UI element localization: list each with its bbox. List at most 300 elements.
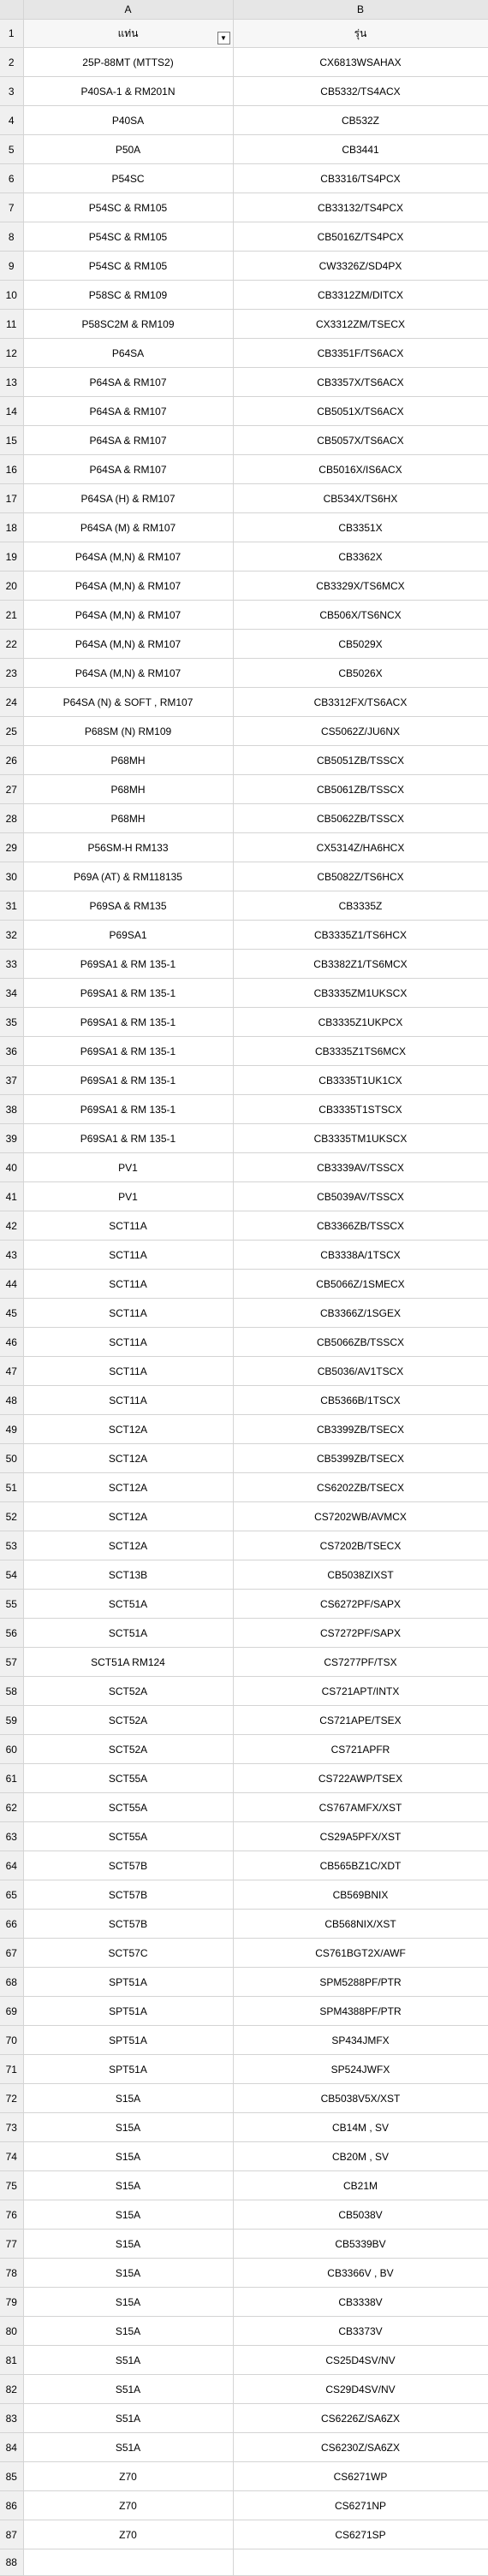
row-header[interactable]: 6 (0, 164, 23, 193)
cell-model[interactable]: CX5314Z/HA6HCX (233, 833, 488, 862)
cell-model[interactable]: CB565BZ1C/XDT (233, 1851, 488, 1880)
row-header[interactable]: 51 (0, 1473, 23, 1502)
cell-platform[interactable]: S51A (23, 2404, 233, 2433)
cell-platform[interactable]: S15A (23, 2171, 233, 2200)
table-row (0, 2549, 488, 2576)
cell-platform[interactable]: P69SA1 & RM 135-1 (23, 1124, 233, 1153)
cell-model[interactable]: CS25D4SV/NV (233, 2346, 488, 2375)
row-header[interactable]: 32 (0, 921, 23, 950)
cell-platform[interactable]: SCT12A (23, 1502, 233, 1531)
row-header[interactable]: 75 (0, 2171, 23, 2200)
cell-model[interactable]: CB3339AV/TSSCX (233, 1153, 488, 1182)
cell-platform[interactable]: P69SA1 & RM 135-1 (23, 1066, 233, 1095)
dropdown-arrow-icon[interactable]: ▼ (217, 32, 230, 44)
row-header[interactable]: 85 (0, 2462, 23, 2491)
cell-platform[interactable]: P64SA (M,N) & RM107 (23, 630, 233, 659)
row-header[interactable]: 83 (0, 2404, 23, 2433)
cell-platform[interactable]: SCT51A (23, 1590, 233, 1619)
cell-platform[interactable]: S51A (23, 2346, 233, 2375)
row-header[interactable]: 77 (0, 2230, 23, 2259)
cell-model[interactable]: CS767AMFX/XST (233, 1793, 488, 1822)
cell-platform[interactable]: SCT11A (23, 1357, 233, 1386)
cell-platform[interactable]: PV1 (23, 1153, 233, 1182)
row-header[interactable]: 48 (0, 1386, 23, 1415)
cell-model[interactable]: CB5399ZB/TSECX (233, 1444, 488, 1473)
cell-platform[interactable]: S15A (23, 2317, 233, 2346)
cell-model[interactable]: CX6813WSAHAX (233, 48, 488, 77)
cell-platform[interactable]: SCT11A (23, 1328, 233, 1357)
cell-platform[interactable]: P54SC (23, 164, 233, 193)
table-row (0, 1008, 488, 1037)
row-header[interactable]: 25 (0, 717, 23, 746)
cell-model[interactable]: CS7272PF/SAPX (233, 1619, 488, 1648)
cell-platform[interactable]: S15A (23, 2288, 233, 2317)
cell-platform[interactable]: P64SA (H) & RM107 (23, 484, 233, 513)
row-header[interactable]: 9 (0, 252, 23, 281)
cell-platform[interactable]: SPT51A (23, 1997, 233, 2026)
row-header[interactable]: 74 (0, 2142, 23, 2171)
row-header[interactable]: 49 (0, 1415, 23, 1444)
cell-platform[interactable]: S15A (23, 2142, 233, 2171)
row-header[interactable]: 22 (0, 630, 23, 659)
row-header[interactable]: 47 (0, 1357, 23, 1386)
row-header[interactable]: 15 (0, 426, 23, 455)
cell-platform[interactable]: P64SA (M) & RM107 (23, 513, 233, 542)
cell-platform[interactable]: P68MH (23, 775, 233, 804)
cell-model[interactable]: CB5016X/IS6ACX (233, 455, 488, 484)
cell-platform[interactable]: P69A (AT) & RM118135 (23, 862, 233, 891)
table-row (0, 2084, 488, 2113)
header-label: รุ่น (354, 27, 367, 39)
cell-model[interactable]: CB3441 (233, 135, 488, 164)
row-header[interactable]: 17 (0, 484, 23, 513)
row-header[interactable]: 12 (0, 339, 23, 368)
cell-model[interactable]: CB5066Z/1SMECX (233, 1270, 488, 1299)
cell-platform[interactable] (23, 2549, 233, 2576)
row-header[interactable]: 4 (0, 106, 23, 135)
row-header[interactable]: 24 (0, 688, 23, 717)
cell-platform[interactable]: SCT12A (23, 1444, 233, 1473)
row-header[interactable]: 5 (0, 135, 23, 164)
cell-model[interactable]: CB532Z (233, 106, 488, 135)
cell-platform[interactable]: P69SA1 & RM 135-1 (23, 1008, 233, 1037)
cell-platform[interactable]: P64SA (M,N) & RM107 (23, 571, 233, 601)
row-header[interactable]: 72 (0, 2084, 23, 2113)
table-row (0, 1037, 488, 1066)
cell-platform[interactable]: P64SA (M,N) & RM107 (23, 601, 233, 630)
table-row (0, 1939, 488, 1968)
cell-model[interactable]: CS721APE/TSEX (233, 1706, 488, 1735)
cell-model[interactable]: CB3335Z (233, 891, 488, 921)
cell-platform[interactable]: P64SA & RM107 (23, 397, 233, 426)
cell-model[interactable]: CB5062ZB/TSSCX (233, 804, 488, 833)
row-header[interactable]: 8 (0, 222, 23, 252)
cell-model[interactable]: CB5038V5X/XST (233, 2084, 488, 2113)
cell-model[interactable]: CS5062Z/JU6NX (233, 717, 488, 746)
row-header[interactable]: 10 (0, 281, 23, 310)
row-header[interactable]: 61 (0, 1764, 23, 1793)
cell-model[interactable]: CB3335Z1TS6MCX (233, 1037, 488, 1066)
column-header-b[interactable]: B (233, 0, 488, 20)
table-row (0, 281, 488, 310)
cell-platform[interactable]: SCT57B (23, 1910, 233, 1939)
cell-platform[interactable]: P40SA (23, 106, 233, 135)
table-row (0, 1706, 488, 1735)
row-header[interactable]: 18 (0, 513, 23, 542)
row-header[interactable]: 50 (0, 1444, 23, 1473)
cell-model[interactable]: CB5332/TS4ACX (233, 77, 488, 106)
row-header[interactable]: 35 (0, 1008, 23, 1037)
row-header[interactable]: 66 (0, 1910, 23, 1939)
cell-model[interactable]: CB5061ZB/TSSCX (233, 775, 488, 804)
cell-model[interactable]: CB3366V , BV (233, 2259, 488, 2288)
row-header[interactable]: 26 (0, 746, 23, 775)
row-header[interactable]: 60 (0, 1735, 23, 1764)
cell-model[interactable]: CB5038V (233, 2200, 488, 2230)
row-header[interactable]: 71 (0, 2055, 23, 2084)
cell-model[interactable]: CB5036/AV1TSCX (233, 1357, 488, 1386)
cell-model[interactable]: CS7202WB/AVMCX (233, 1502, 488, 1531)
cell-model[interactable]: CS6271WP (233, 2462, 488, 2491)
cell-model[interactable]: CB5051X/TS6ACX (233, 397, 488, 426)
cell-platform[interactable]: P69SA & RM135 (23, 891, 233, 921)
row-header[interactable]: 84 (0, 2433, 23, 2462)
cell-platform[interactable]: SCT51A (23, 1619, 233, 1648)
cell-model[interactable]: CS7202B/TSECX (233, 1531, 488, 1560)
cell-platform[interactable]: P69SA1 & RM 135-1 (23, 950, 233, 979)
cell-platform[interactable]: P68SM (N) RM109 (23, 717, 233, 746)
cell-model[interactable]: CS7277PF/TSX (233, 1648, 488, 1677)
table-row (0, 1677, 488, 1706)
row-header[interactable]: 31 (0, 891, 23, 921)
cell-model[interactable]: CB3335T1UK1CX (233, 1066, 488, 1095)
row-header[interactable]: 11 (0, 310, 23, 339)
cell-model[interactable]: CB3382Z1/TS6MCX (233, 950, 488, 979)
cell-model[interactable]: CB3399ZB/TSECX (233, 1415, 488, 1444)
table-row (0, 48, 488, 77)
cell-platform[interactable]: P64SA (23, 339, 233, 368)
cell-model[interactable]: CB3362X (233, 542, 488, 571)
row-header[interactable]: 46 (0, 1328, 23, 1357)
cell-platform[interactable]: P54SC & RM105 (23, 222, 233, 252)
row-header[interactable]: 56 (0, 1619, 23, 1648)
cell-model[interactable]: CS721APFR (233, 1735, 488, 1764)
cell-model[interactable]: CB3351X (233, 513, 488, 542)
cell-platform[interactable]: Z70 (23, 2520, 233, 2549)
row-header[interactable]: 19 (0, 542, 23, 571)
cell-platform[interactable]: P69SA1 & RM 135-1 (23, 1037, 233, 1066)
cell-model[interactable]: CS6271SP (233, 2520, 488, 2549)
cell-model[interactable]: CB33132/TS4PCX (233, 193, 488, 222)
row-header[interactable]: 65 (0, 1880, 23, 1910)
cell-platform[interactable]: SPT51A (23, 1968, 233, 1997)
cell-model[interactable]: CS722AWP/TSEX (233, 1764, 488, 1793)
row-header[interactable]: 42 (0, 1211, 23, 1241)
cell-platform[interactable]: P68MH (23, 746, 233, 775)
row-header[interactable]: 55 (0, 1590, 23, 1619)
row-header[interactable]: 36 (0, 1037, 23, 1066)
cell-model[interactable]: CB5051ZB/TSSCX (233, 746, 488, 775)
cell-platform[interactable]: SCT57B (23, 1851, 233, 1880)
row-header[interactable]: 58 (0, 1677, 23, 1706)
cell-model[interactable]: CB3335Z1/TS6HCX (233, 921, 488, 950)
cell-model[interactable]: CS6272PF/SAPX (233, 1590, 488, 1619)
row-header[interactable]: 88 (0, 2549, 23, 2576)
row-header[interactable]: 3 (0, 77, 23, 106)
table-row (0, 2317, 488, 2346)
cell-platform[interactable]: P64SA (M,N) & RM107 (23, 659, 233, 688)
row-header[interactable]: 62 (0, 1793, 23, 1822)
cell-model[interactable]: CB506X/TS6NCX (233, 601, 488, 630)
cell-model[interactable]: CB5026X (233, 659, 488, 688)
table-row (0, 484, 488, 513)
column-header-a[interactable]: A (23, 0, 233, 20)
cell-platform[interactable]: PV1 (23, 1182, 233, 1211)
table-row (0, 2433, 488, 2462)
cell-model[interactable]: CB21M (233, 2171, 488, 2200)
row-header[interactable]: 1 (0, 20, 23, 48)
cell-platform[interactable]: S51A (23, 2433, 233, 2462)
cell-platform[interactable]: P54SC & RM105 (23, 252, 233, 281)
cell-model[interactable]: CB3357X/TS6ACX (233, 368, 488, 397)
row-header[interactable]: 57 (0, 1648, 23, 1677)
row-header[interactable]: 16 (0, 455, 23, 484)
cell-platform[interactable]: P64SA & RM107 (23, 455, 233, 484)
cell-platform[interactable]: P69SA1 & RM 135-1 (23, 1095, 233, 1124)
row-header[interactable]: 82 (0, 2375, 23, 2404)
cell-platform[interactable]: P68MH (23, 804, 233, 833)
cell-model[interactable]: CB3373V (233, 2317, 488, 2346)
table-row (0, 1648, 488, 1677)
table-row (0, 775, 488, 804)
cell-platform[interactable]: SCT55A (23, 1764, 233, 1793)
row-header[interactable]: 23 (0, 659, 23, 688)
row-header[interactable]: 54 (0, 1560, 23, 1590)
row-header[interactable]: 30 (0, 862, 23, 891)
cell-model[interactable]: CB20M , SV (233, 2142, 488, 2171)
cell-model[interactable]: CB3335ZM1UKSCX (233, 979, 488, 1008)
cell-platform[interactable]: SCT12A (23, 1531, 233, 1560)
cell-model[interactable]: CS6202ZB/TSECX (233, 1473, 488, 1502)
cell-platform[interactable]: S15A (23, 2259, 233, 2288)
cell-platform[interactable]: P64SA (N) & SOFT , RM107 (23, 688, 233, 717)
cell-platform[interactable]: P58SC & RM109 (23, 281, 233, 310)
row-header[interactable]: 76 (0, 2200, 23, 2230)
cell-model[interactable]: CB568NIX/XST (233, 1910, 488, 1939)
cell-model[interactable]: CB5082Z/TS6HCX (233, 862, 488, 891)
cell-model[interactable]: CS29D4SV/NV (233, 2375, 488, 2404)
cell-platform[interactable]: Z70 (23, 2491, 233, 2520)
row-header[interactable]: 20 (0, 571, 23, 601)
cell-platform[interactable]: SCT52A (23, 1677, 233, 1706)
cell-model[interactable]: CB5029X (233, 630, 488, 659)
row-header[interactable]: 86 (0, 2491, 23, 2520)
cell-model[interactable]: CS6271NP (233, 2491, 488, 2520)
cell-platform[interactable]: SCT11A (23, 1241, 233, 1270)
cell-model[interactable]: CB3351F/TS6ACX (233, 339, 488, 368)
cell-platform[interactable]: S15A (23, 2084, 233, 2113)
row-header[interactable]: 53 (0, 1531, 23, 1560)
row-header[interactable]: 67 (0, 1939, 23, 1968)
cell-model[interactable]: CS6226Z/SA6ZX (233, 2404, 488, 2433)
cell-platform[interactable]: SCT52A (23, 1706, 233, 1735)
cell-platform[interactable]: SCT57C (23, 1939, 233, 1968)
cell-platform[interactable]: P64SA & RM107 (23, 426, 233, 455)
row-header[interactable]: 80 (0, 2317, 23, 2346)
cell-model[interactable]: CB5066ZB/TSSCX (233, 1328, 488, 1357)
table-row (0, 688, 488, 717)
row-header[interactable]: 40 (0, 1153, 23, 1182)
cell-platform[interactable]: SPT51A (23, 2055, 233, 2084)
cell-model[interactable]: CW3326Z/SD4PX (233, 252, 488, 281)
row-header[interactable]: 28 (0, 804, 23, 833)
cell-model[interactable]: SP524JWFX (233, 2055, 488, 2084)
cell-platform[interactable]: 25P-88MT (MTTS2) (23, 48, 233, 77)
row-header[interactable]: 37 (0, 1066, 23, 1095)
row-header[interactable]: 41 (0, 1182, 23, 1211)
cell-model[interactable]: CB3338A/1TSCX (233, 1241, 488, 1270)
cell-model[interactable]: SPM4388PF/PTR (233, 1997, 488, 2026)
cell-platform[interactable]: SCT12A (23, 1473, 233, 1502)
cell-model[interactable]: CS761BGT2X/AWF (233, 1939, 488, 1968)
row-header[interactable]: 29 (0, 833, 23, 862)
table-row (0, 368, 488, 397)
cell-platform[interactable]: P50A (23, 135, 233, 164)
cell-model[interactable]: CB5366B/1TSCX (233, 1386, 488, 1415)
row-header[interactable]: 78 (0, 2259, 23, 2288)
cell-platform[interactable]: S51A (23, 2375, 233, 2404)
cell-model[interactable] (233, 2549, 488, 2576)
row-header[interactable]: 43 (0, 1241, 23, 1270)
cell-model[interactable]: CB3329X/TS6MCX (233, 571, 488, 601)
row-header[interactable]: 27 (0, 775, 23, 804)
row-header[interactable]: 33 (0, 950, 23, 979)
row-header[interactable]: 70 (0, 2026, 23, 2055)
table-row (0, 252, 488, 281)
cell-model[interactable]: CB3335TM1UKSCX (233, 1124, 488, 1153)
row-header[interactable]: 21 (0, 601, 23, 630)
header-cell-model[interactable] (233, 20, 488, 48)
row-header[interactable]: 7 (0, 193, 23, 222)
row-header[interactable]: 87 (0, 2520, 23, 2549)
cell-model[interactable]: CB3335Z1UKPCX (233, 1008, 488, 1037)
table-row (0, 2230, 488, 2259)
table-row (0, 601, 488, 630)
cell-platform[interactable]: SCT11A (23, 1299, 233, 1328)
table-row (0, 339, 488, 368)
cell-model[interactable]: CS721APT/INTX (233, 1677, 488, 1706)
row-header[interactable]: 44 (0, 1270, 23, 1299)
cell-platform[interactable]: S15A (23, 2200, 233, 2230)
cell-model[interactable]: CB3312FX/TS6ACX (233, 688, 488, 717)
row-header[interactable]: 38 (0, 1095, 23, 1124)
header-cell-platform[interactable] (23, 20, 233, 48)
cell-model[interactable]: SP434JMFX (233, 2026, 488, 2055)
cell-model[interactable]: CB3338V (233, 2288, 488, 2317)
cell-model[interactable]: CB14M , SV (233, 2113, 488, 2142)
cell-model[interactable]: CB3335T1STSCX (233, 1095, 488, 1124)
cell-platform[interactable]: SCT11A (23, 1386, 233, 1415)
cell-model[interactable]: CB3316/TS4PCX (233, 164, 488, 193)
cell-platform[interactable]: P56SM-H RM133 (23, 833, 233, 862)
row-header[interactable]: 81 (0, 2346, 23, 2375)
row-header[interactable]: 52 (0, 1502, 23, 1531)
cell-model[interactable]: CB5038ZIXST (233, 1560, 488, 1590)
cell-model[interactable]: CB3312ZM/DITCX (233, 281, 488, 310)
cell-platform[interactable]: Z70 (23, 2462, 233, 2491)
table-row (0, 2288, 488, 2317)
cell-model[interactable]: CB5057X/TS6ACX (233, 426, 488, 455)
cell-platform[interactable]: SPT51A (23, 2026, 233, 2055)
cell-model[interactable]: CB3366ZB/TSSCX (233, 1211, 488, 1241)
cell-model[interactable]: CS6230Z/SA6ZX (233, 2433, 488, 2462)
table-row (0, 833, 488, 862)
cell-platform[interactable]: SCT55A (23, 1793, 233, 1822)
cell-model[interactable]: CB5016Z/TS4PCX (233, 222, 488, 252)
cell-model[interactable]: CB5039AV/TSSCX (233, 1182, 488, 1211)
table-row (0, 979, 488, 1008)
row-header[interactable]: 45 (0, 1299, 23, 1328)
cell-platform[interactable]: P54SC & RM105 (23, 193, 233, 222)
table-row (0, 1124, 488, 1153)
cell-model[interactable]: SPM5288PF/PTR (233, 1968, 488, 1997)
row-header[interactable]: 2 (0, 48, 23, 77)
cell-platform[interactable]: SCT12A (23, 1415, 233, 1444)
cell-model[interactable]: CS29A5PFX/XST (233, 1822, 488, 1851)
row-header[interactable]: 73 (0, 2113, 23, 2142)
table-row (0, 310, 488, 339)
cell-platform[interactable]: SCT11A (23, 1270, 233, 1299)
row-header[interactable]: 64 (0, 1851, 23, 1880)
table-row (0, 1299, 488, 1328)
cell-model[interactable]: CB534X/TS6HX (233, 484, 488, 513)
cell-platform[interactable]: S15A (23, 2230, 233, 2259)
row-header[interactable]: 69 (0, 1997, 23, 2026)
cell-platform[interactable]: SCT55A (23, 1822, 233, 1851)
row-header[interactable]: 39 (0, 1124, 23, 1153)
cell-model[interactable]: CB5339BV (233, 2230, 488, 2259)
cell-model[interactable]: CB3366Z/1SGEX (233, 1299, 488, 1328)
row-header[interactable]: 13 (0, 368, 23, 397)
cell-model[interactable]: CX3312ZM/TSECX (233, 310, 488, 339)
cell-platform[interactable]: SCT57B (23, 1880, 233, 1910)
row-header[interactable]: 14 (0, 397, 23, 426)
cell-platform[interactable]: SCT13B (23, 1560, 233, 1590)
cell-platform[interactable]: P64SA (M,N) & RM107 (23, 542, 233, 571)
cell-platform[interactable]: S15A (23, 2113, 233, 2142)
cell-platform[interactable]: P40SA-1 & RM201N (23, 77, 233, 106)
cell-platform[interactable]: P64SA & RM107 (23, 368, 233, 397)
row-header[interactable]: 63 (0, 1822, 23, 1851)
row-header[interactable]: 68 (0, 1968, 23, 1997)
cell-platform[interactable]: SCT11A (23, 1211, 233, 1241)
cell-platform[interactable]: P69SA1 & RM 135-1 (23, 979, 233, 1008)
select-all-corner[interactable] (0, 0, 23, 20)
row-header[interactable]: 34 (0, 979, 23, 1008)
cell-platform[interactable]: P69SA1 (23, 921, 233, 950)
table-row (0, 1357, 488, 1386)
row-header[interactable]: 79 (0, 2288, 23, 2317)
table-row (0, 2142, 488, 2171)
row-header[interactable]: 59 (0, 1706, 23, 1735)
table-row (0, 921, 488, 950)
table-row (0, 1880, 488, 1910)
cell-platform[interactable]: SCT51A RM124 (23, 1648, 233, 1677)
cell-model[interactable]: CB569BNIX (233, 1880, 488, 1910)
cell-platform[interactable]: SCT52A (23, 1735, 233, 1764)
table-row (0, 1764, 488, 1793)
cell-platform[interactable]: P58SC2M & RM109 (23, 310, 233, 339)
